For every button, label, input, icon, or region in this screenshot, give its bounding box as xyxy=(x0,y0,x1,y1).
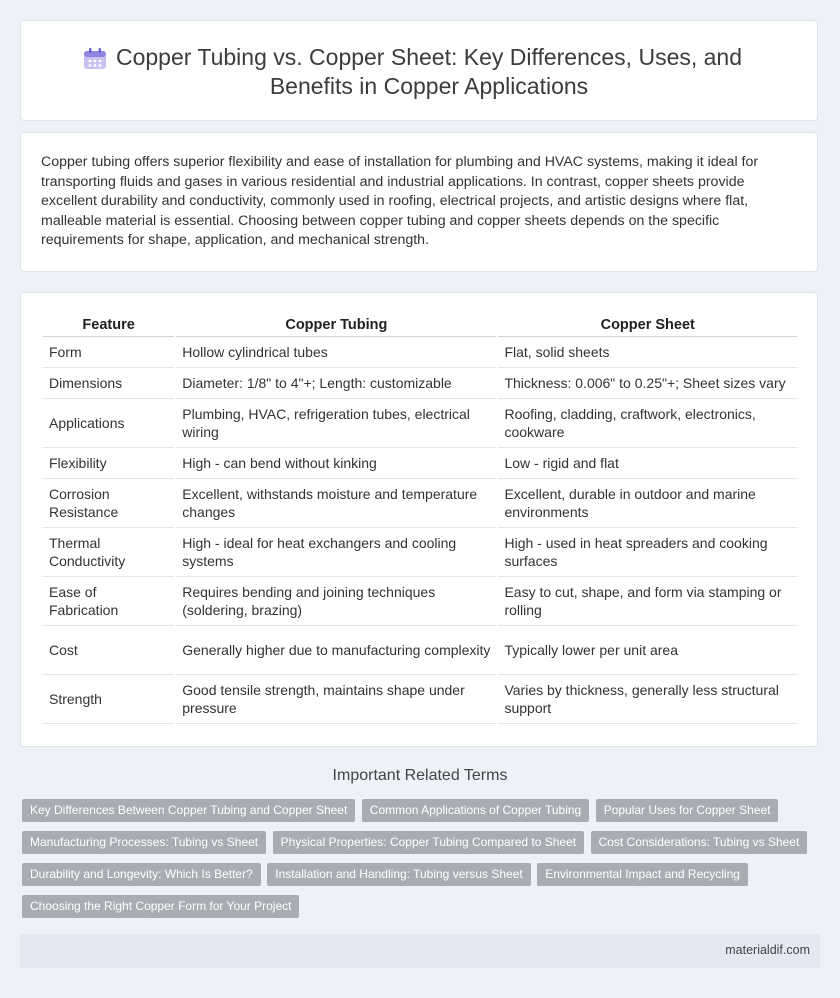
column-header-copper-sheet: Copper Sheet xyxy=(498,315,797,337)
related-term-tag[interactable]: Cost Considerations: Tubing vs Sheet xyxy=(591,831,808,854)
table-row xyxy=(43,626,797,675)
column-header-copper-tubing: Copper Tubing xyxy=(176,315,496,337)
table-row xyxy=(43,448,797,479)
table-cell-tubing: Generally higher due to manufacturing complexity xyxy=(176,626,496,675)
table-cell-feature: Corrosion Resistance xyxy=(43,479,174,528)
table-cell-feature: Ease of Fabrication xyxy=(43,577,174,626)
table-header-row xyxy=(43,315,797,337)
table-cell-sheet: Flat, solid sheets xyxy=(498,337,797,368)
table-cell-feature: Strength xyxy=(43,675,174,724)
table-row xyxy=(43,368,797,399)
table-cell-feature: Flexibility xyxy=(43,448,174,479)
table-cell-tubing: Good tensile strength, maintains shape under pressure xyxy=(176,675,496,724)
table-row xyxy=(43,399,797,448)
footer-site-link[interactable]: materialdif.com xyxy=(725,943,810,957)
table-row xyxy=(43,337,797,368)
related-term-tag[interactable]: Manufacturing Processes: Tubing vs Sheet xyxy=(22,831,266,854)
table-cell-sheet: Typically lower per unit area xyxy=(498,626,797,675)
table-cell-sheet: High - used in heat spreaders and cooking surfaces xyxy=(498,528,797,577)
intro-paragraph: Copper tubing offers superior flexibility and ease of installation for plumbing and HVAC systems, making it ideal for transporting fluids and gases in various residential and industrial applications. In contrast, copper sheets provide excellent durability and conductivity, commonly used in roofing, electrical projects, and artistic designs where flat, malleable material is essential. Choosing between copper tubing and copper sheets depends on the specific requirements for shape, application, and mechanical strength. xyxy=(41,154,759,248)
comparison-table-card xyxy=(20,292,818,747)
table-cell-sheet: Easy to cut, shape, and form via stamping or rolling xyxy=(498,577,797,626)
table-row xyxy=(43,675,797,724)
table-cell-sheet: Thickness: 0.006" to 0.25"+; Sheet sizes vary xyxy=(498,368,797,399)
related-terms-title: Important Related Terms xyxy=(332,767,508,784)
table-cell-sheet: Varies by thickness, generally less structural support xyxy=(498,675,797,724)
related-term-tag[interactable]: Popular Uses for Copper Sheet xyxy=(596,799,779,822)
table-cell-tubing: Plumbing, HVAC, refrigeration tubes, electrical wiring xyxy=(176,399,496,448)
table-cell-feature: Form xyxy=(43,337,174,368)
related-term-tag[interactable]: Common Applications of Copper Tubing xyxy=(362,799,589,822)
table-row xyxy=(43,577,797,626)
table-cell-tubing: Hollow cylindrical tubes xyxy=(176,337,496,368)
table-cell-feature: Thermal Conductivity xyxy=(43,528,174,577)
table-row xyxy=(43,528,797,577)
table-cell-sheet: Excellent, durable in outdoor and marine environments xyxy=(498,479,797,528)
related-term-tag[interactable]: Physical Properties: Copper Tubing Compared to Sheet xyxy=(273,831,585,854)
table-cell-tubing: Excellent, withstands moisture and temperature changes xyxy=(176,479,496,528)
table-cell-sheet: Low - rigid and flat xyxy=(498,448,797,479)
table-cell-sheet: Roofing, cladding, craftwork, electronics, cookware xyxy=(498,399,797,448)
related-term-tag[interactable]: Installation and Handling: Tubing versus Sheet xyxy=(267,863,531,886)
footer xyxy=(20,934,820,968)
column-header-feature: Feature xyxy=(43,315,174,337)
table-cell-feature: Dimensions xyxy=(43,368,174,399)
table-cell-tubing: High - ideal for heat exchangers and cooling systems xyxy=(176,528,496,577)
page-title: Copper Tubing vs. Copper Sheet: Key Differences, Uses, and Benefits in Copper Applications xyxy=(115,44,743,99)
table-cell-feature: Applications xyxy=(43,399,174,448)
table-row xyxy=(43,479,797,528)
related-term-tag[interactable]: Key Differences Between Copper Tubing and Copper Sheet xyxy=(22,799,355,822)
table-cell-tubing: High - can bend without kinking xyxy=(176,448,496,479)
related-terms-list xyxy=(22,799,812,927)
related-term-tag[interactable]: Environmental Impact and Recycling xyxy=(537,863,748,886)
table-cell-feature: Cost xyxy=(43,626,174,675)
intro-card xyxy=(20,132,818,272)
table-cell-tubing: Diameter: 1/8" to 4"+; Length: customizable xyxy=(176,368,496,399)
comparison-table xyxy=(41,315,799,724)
related-term-tag[interactable]: Durability and Longevity: Which Is Better? xyxy=(22,863,261,886)
header-card xyxy=(20,20,818,121)
table-cell-tubing: Requires bending and joining techniques (soldering, brazing) xyxy=(176,577,496,626)
related-term-tag[interactable]: Choosing the Right Copper Form for Your Project xyxy=(22,895,299,918)
